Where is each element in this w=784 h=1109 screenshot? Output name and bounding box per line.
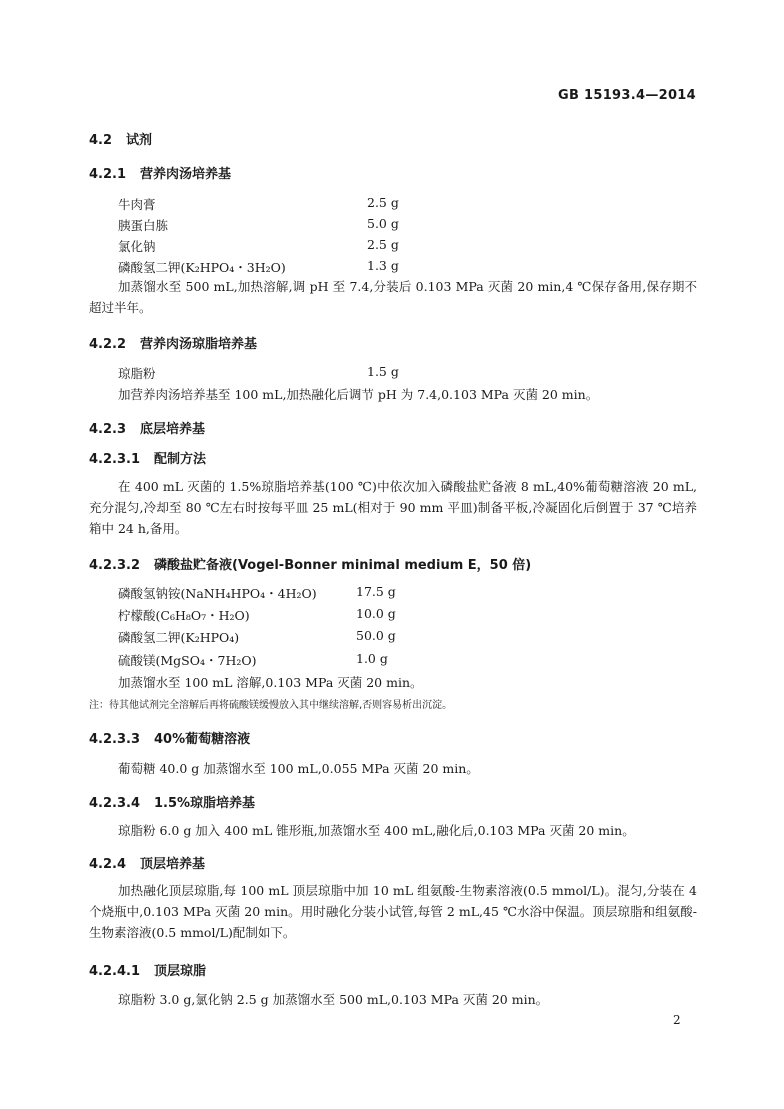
section-number: 4.2.4 <box>89 857 127 872</box>
ingredient-row <box>118 216 399 234</box>
section-title: 40%葡萄糖溶液 <box>154 732 251 747</box>
section-4-2-3-heading <box>89 418 205 437</box>
ingredient-qty: 17.5 g <box>356 584 396 599</box>
paragraph: 加热融化顶层琼脂,每 100 mL 顶层琼脂中加 10 mL 组氨酸-生物素溶液(0.5 mmol/L)。混匀,分装在 4 个烧瓶中,0.103 MPa 灭菌 20 min。用时融化分装小试管,每管 2 mL,45 ℃水浴中保温。顶层琼脂和组氨酸-生物素溶液(0.5 mmol/L)配制如下。 <box>89 883 697 940</box>
section-title: 试剂 <box>126 133 153 148</box>
ingredient-name: 琼脂粉 <box>118 366 156 381</box>
ingredient-qty: 1.5 g <box>367 364 399 379</box>
section-number: 4.2.1 <box>89 167 127 182</box>
section-title: 1.5%琼脂培养基 <box>154 796 256 811</box>
ingredient-row <box>118 606 396 624</box>
section-number: 4.2.3 <box>89 422 127 437</box>
section-4-2-2-heading <box>89 333 257 352</box>
section-4-2-3-1-heading <box>89 448 206 467</box>
ingredient-row <box>118 237 399 255</box>
paragraph: 葡萄糖 40.0 g 加蒸馏水至 100 mL,0.055 MPa 灭菌 20 min。 <box>118 761 479 776</box>
ingredient-row <box>118 258 399 276</box>
ingredient-name: 牛肉膏 <box>118 197 156 212</box>
ingredient-name: 硫酸镁(MgSO₄・7H₂O) <box>118 653 257 668</box>
section-title: 磷酸盐贮备液(Vogel-Bonner minimal medium E，50 倍) <box>154 558 532 573</box>
ingredient-name: 胰蛋白胨 <box>118 218 169 233</box>
ingredient-qty: 1.0 g <box>356 651 388 666</box>
ingredient-qty: 2.5 g <box>367 195 399 210</box>
ingredient-row <box>118 628 396 646</box>
ingredient-row <box>118 584 396 602</box>
note: 注：待其他试剂完全溶解后再将硫酸镁缓慢放入其中继续溶解,否则容易析出沉淀。 <box>89 700 453 711</box>
section-title: 配制方法 <box>154 452 207 467</box>
ingredient-name: 磷酸氢钠铵(NaNH₄HPO₄・4H₂O) <box>118 586 317 601</box>
section-number: 4.2.4.1 <box>89 964 140 979</box>
section-number: 4.2.3.2 <box>89 558 140 573</box>
section-4-2-4-heading <box>89 853 205 872</box>
paragraph: 加蒸馏水至 500 mL,加热溶解,调 pH 至 7.4,分装后 0.103 MPa 灭菌 20 min,4 ℃保存备用,保存期不超过半年。 <box>89 279 697 315</box>
section-number: 4.2.3.1 <box>89 452 140 467</box>
section-4-2-heading <box>89 129 152 148</box>
section-4-2-3-4-heading <box>89 792 255 811</box>
section-title: 顶层琼脂 <box>154 964 207 979</box>
paragraph: 琼脂粉 6.0 g 加入 400 mL 锥形瓶,加蒸馏水至 400 mL,融化后,0.103 MPa 灭菌 20 min。 <box>118 823 635 838</box>
ingredient-qty: 5.0 g <box>367 216 399 231</box>
standard-number: GB 15193.4—2014 <box>558 88 696 103</box>
section-title: 底层培养基 <box>140 422 206 437</box>
ingredient-qty: 1.3 g <box>367 258 399 273</box>
ingredient-row <box>118 651 388 669</box>
section-4-2-3-2-heading <box>89 554 531 573</box>
ingredient-qty: 2.5 g <box>367 237 399 252</box>
section-title: 营养肉汤琼脂培养基 <box>140 337 258 352</box>
section-title: 营养肉汤培养基 <box>140 167 232 182</box>
ingredient-row <box>118 364 399 382</box>
ingredient-row <box>118 195 399 213</box>
page-number: 2 <box>673 1013 681 1027</box>
section-number: 4.2.3.4 <box>89 796 140 811</box>
ingredient-name: 柠檬酸(C₆H₈O₇・H₂O) <box>118 608 250 623</box>
paragraph: 加营养肉汤培养基至 100 mL,加热融化后调节 pH 为 7.4,0.103 MPa 灭菌 20 min。 <box>118 387 599 402</box>
section-4-2-3-3-heading <box>89 728 250 747</box>
section-number: 4.2 <box>89 133 113 148</box>
ingredient-name: 磷酸氢二钾(K₂HPO₄) <box>118 630 240 645</box>
section-title: 顶层培养基 <box>140 857 206 872</box>
ingredient-qty: 10.0 g <box>356 606 396 621</box>
ingredient-qty: 50.0 g <box>356 628 396 643</box>
ingredient-name: 磷酸氢二钾(K₂HPO₄・3H₂O) <box>118 260 286 275</box>
ingredient-name: 氯化钠 <box>118 239 156 254</box>
section-number: 4.2.3.3 <box>89 732 140 747</box>
paragraph: 琼脂粉 3.0 g,氯化钠 2.5 g 加蒸馏水至 500 mL,0.103 MPa 灭菌 20 min。 <box>118 992 549 1007</box>
section-number: 4.2.2 <box>89 337 127 352</box>
paragraph: 加蒸馏水至 100 mL 溶解,0.103 MPa 灭菌 20 min。 <box>118 675 423 690</box>
paragraph: 在 400 mL 灭菌的 1.5%琼脂培养基(100 ℃)中依次加入磷酸盐贮备液 8 mL,40%葡萄糖溶液 20 mL,充分混匀,冷却至 80 ℃左右时按每平皿 25 mL(相对于 90 mm 平皿)制备平板,冷凝固化后倒置于 37 ℃培养箱中 24 h,备用。 <box>89 479 697 536</box>
section-4-2-1-heading <box>89 163 231 182</box>
section-4-2-4-1-heading <box>89 960 206 979</box>
